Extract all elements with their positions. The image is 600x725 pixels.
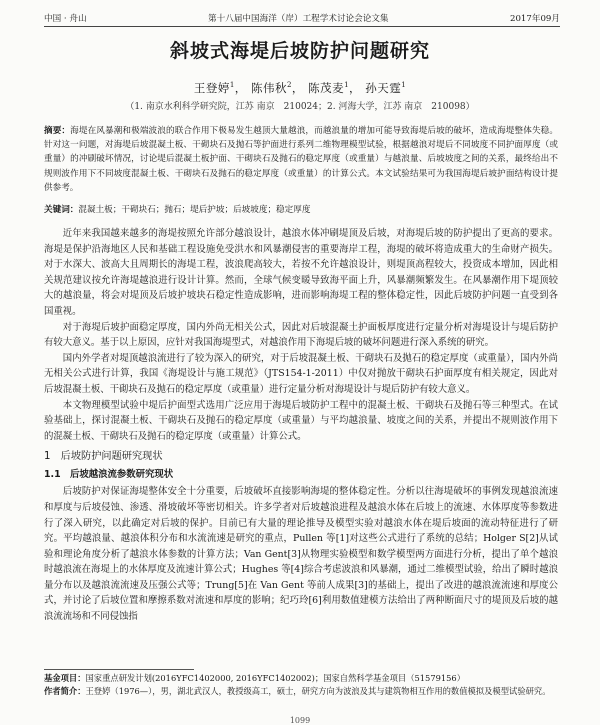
abstract	[44, 124, 558, 195]
funding-text: 国家重点研发计划(2016YFC1402000, 2016YFC1402002)；国家自然科学基金项目（51579156）	[85, 673, 466, 683]
author-name: 陈伟秋	[250, 81, 287, 95]
footnotes	[44, 672, 558, 697]
paragraph: 近年来我国越来越多的海堤按照允许部分越浪设计，越浪水体冲刷堤顶及后坡，对海堤后坡的防护提出了更高的要求。海堤是保护沿海地区人民和基础工程设施免受洪水和风暴潮侵害的重要海岸工程，海堤的破坏将造成重大的生命财产损失。对于水深大、波高大且周期长的海堤工程，波浪爬高较大，若按不允许越浪设计，则堤顶高程较大，投资成本增加，因此相关规范建议按允许海堤越浪进行设计计算。然而，全球气候变暖导致海平面上升，风暴潮频繁发生。在风暴潮作用下堤顶较大的越浪量，将会对堤顶及后坡护坡块石稳定性造成影响，进而影响海堤工程的整体稳定性，因此后坡防护问题一直受到各国重视。	[44, 228, 558, 317]
body-text	[44, 226, 558, 625]
author-affil-marker: 1	[401, 81, 407, 90]
section-heading: 1 后坡防护问题研究现状	[44, 451, 163, 463]
author-name: 王登婷	[193, 81, 230, 95]
author-bio-text: 王登婷（1976—），男，湖北武汉人，教授级高工，硕士，研究方向为波浪及其与建筑物相互作用的数值模拟及模型试验研究。	[85, 685, 551, 696]
funding-label: 基金项目：	[44, 673, 86, 683]
paragraph: 国内外学者对堤顶越浪流进行了较为深入的研究，对于后坡混凝土板、干砌块石及抛石的稳定厚度（或重量），国内外尚无相关公式进行计算，我国《海堤设计与施工规范》（JTS154-1-2011）中仅对抛放干砌块石护面厚度有相关规定，因此对后坡混凝土板、干砌块石及抛石的稳定厚度（或重量）进行定量分析对海堤设计与堤后防护有较大意义。	[44, 352, 558, 395]
paragraph: 对于海堤后坡护面稳定厚度，国内外尚无相关公式，因此对后坡混凝土护面板厚度进行定量分析对海堤设计与堤后防护有较大意义。基于以上原因，应针对我国海堤型式，对越浪作用下海堤后坡的破坏问题进行深入系统的研究。	[44, 321, 558, 349]
affiliations: （1. 南京水利科学研究院，江苏 南京 210024；2. 河海大学，江苏 南京 210098）	[125, 102, 475, 112]
funding-note	[44, 672, 558, 685]
paragraph: 后坡防护对保证海堤整体安全十分重要，后坡破坏直接影响海堤的整体稳定性。分析以往海堤破坏的事例发现越浪流速和厚度与后坡侵蚀、渗透、滑坡破坏等密切相关。许多学者对后坡越浪进程及越浪水体在后坡上的流速、水体厚度等参数进行了深入研究，以此确定对后坡的保护。目前已有大量的理论推导及模型实验对越浪水体在堤后坡面的流动特征进行了研究。平均越浪量、越浪体积分布和水流流速是研究的重点，Pullen 等[1]对这些公式进行了系统的总结；Holger S[2]从试验和理论角度分析了越浪水体参数的计算方法；Van Gent[3]从物理实验模型和数学模型两方面进行分析，提出了单个越浪时越浪流在海堤上的水体厚度及流速计算公式；Hughes 等[4]综合考虑波浪和风暴潮，通过二维模型试验，给出了瞬时越浪量分布以及越浪流流速及压强公式等；Trung[5]在 Van Gent 等前人成果[3]的基础上，提出了改进的越浪流流速和厚度公式，并讨论了后坡位置和摩擦系数对流速和厚度的影响；纪巧玲[6]利用数值建模方法给出了两种断面尺寸的堤顶及后坡的越浪流流场和不同侵蚀指	[44, 486, 558, 623]
running-header	[44, 8, 560, 27]
abstract-text: 海堤在风暴潮和极端波浪的联合作用下极易发生越顶大量越浪，而越浪量的增加可能导致海堤后坡的破坏，造成海堤整体失稳。针对这一问题，对海堤后坡混凝土板、干砌块石及抛石等护面进行系列二维物理模型试验，根据越浪对堤后不同坡度不同护面厚度（或重量）的冲刷破坏情况，讨论堤后混凝土板护面、干砌块石及抛石的稳定厚度（或重量）与越浪量、后坡坡度之间的关系，最终给出不规则波作用下不同坡度混凝土板、干砌块石及抛石的稳定厚度（或重量）的计算公式。本文试验结果可为我国海堤后坡护面结构设计提供参考。	[44, 126, 558, 193]
author-list: 王登婷$^1$， 陈伟秋$^2$， 陈茂麦$^1$， 孙天霆$^1$	[193, 81, 407, 95]
author-affil-marker: 2	[286, 81, 292, 90]
page-number: 1099	[289, 716, 311, 725]
author-name: 孙天霆	[365, 81, 402, 95]
header-date: 2017年09月	[510, 14, 560, 24]
paper-title: 斜坡式海堤后坡防护问题研究	[169, 40, 430, 62]
author-bio-label: 作者简介：	[44, 685, 86, 696]
subsection-heading: 1.1 后坡越浪流参数研究现状	[44, 469, 174, 481]
header-proceedings: 第十八届中国海洋（岸）工程学术讨论会论文集	[208, 14, 389, 24]
footnote-divider	[44, 669, 194, 670]
author-affil-marker: 1	[344, 81, 350, 90]
keywords	[44, 203, 558, 217]
keywords-text: 混凝土板；干砌块石；抛石；堤后护坡；后坡坡度；稳定厚度	[78, 205, 311, 215]
paragraph: 本文物理模型试验中堤后护面型式选用广泛应用于海堤后坡防护工程中的混凝土板、干砌块石及抛石等三种型式。在试验基础上，探讨混凝土板、干砌块石及抛石的稳定厚度（或重量）与平均越浪量、坡度之间的关系，并提出不规则波作用下的混凝土板、干砌块石及抛石的稳定厚度（或重量）计算公式。	[44, 399, 558, 442]
author-affil-marker: 1	[229, 81, 235, 90]
author-bio-note	[44, 685, 558, 698]
abstract-label: 摘要：	[44, 126, 71, 136]
header-location: 中国 · 舟山	[44, 14, 87, 24]
author-name: 陈茂麦	[308, 81, 345, 95]
keywords-label: 关键词：	[44, 205, 79, 215]
